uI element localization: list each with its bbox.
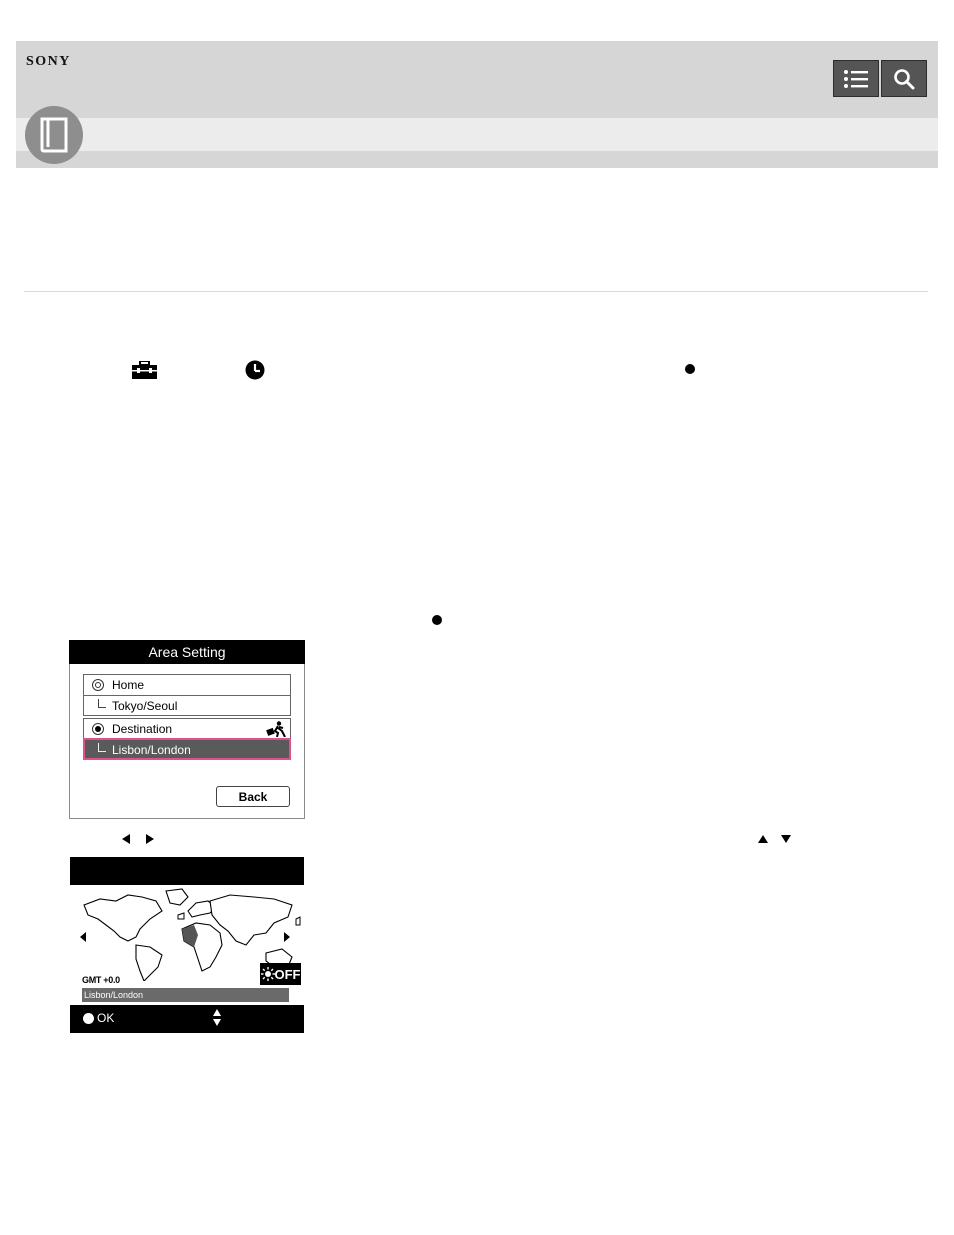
world-map-screen [70,857,304,1033]
top-header [16,41,938,118]
list-icon [843,68,869,90]
home-radio-icon [92,679,104,691]
ok-label: OK [97,1011,115,1025]
sub-header [16,118,938,151]
traveler-icon [266,721,286,737]
screen-title: Area Setting [69,640,305,664]
book-icon-badge[interactable] [25,106,83,164]
map-right-arrow-icon[interactable] [283,931,291,943]
home-city-item[interactable] [84,695,290,715]
sub-header-band [16,151,938,168]
map-left-arrow-icon[interactable] [79,931,87,943]
area-setting-screen [69,640,305,819]
back-button[interactable]: Back [216,786,290,807]
home-label: Home [112,678,145,692]
dst-off-label: OFF [274,966,301,982]
sun-icon [261,967,275,981]
up-down-arrows-icon [757,833,793,845]
up-down-arrows-icon [212,1008,222,1028]
clock-icon [245,360,265,380]
toolbox-icon [132,361,157,379]
gmt-offset: GMT +0.0 [82,975,120,985]
home-city: Tokyo/Seoul [112,699,178,713]
destination-radio-icon [92,723,104,735]
destination-city: Lisbon/London [112,743,191,757]
destination-option[interactable] [84,719,290,739]
book-icon [39,117,69,153]
home-option[interactable] [84,675,290,695]
destination-label: Destination [112,722,173,736]
home-group [83,674,291,716]
center-button-icon [83,1013,94,1024]
map-bottom-bar [70,1005,304,1033]
daylight-saving-indicator [260,963,301,985]
center-button-icon [684,363,696,375]
search-icon [893,68,915,90]
brand-logo: SONY [26,54,71,69]
map-top-bar [70,857,304,885]
destination-city-item[interactable] [84,739,290,759]
center-button-icon [431,614,443,626]
destination-group [83,718,291,760]
ok-hint[interactable] [83,1011,114,1025]
search-button[interactable] [881,60,927,97]
contents-list-button[interactable] [833,60,879,97]
selected-city: Lisbon/London [82,988,289,1002]
left-right-arrows-icon [120,833,160,845]
title-divider [24,291,928,292]
tree-corner-icon [98,743,106,752]
tree-corner-icon [98,699,106,708]
